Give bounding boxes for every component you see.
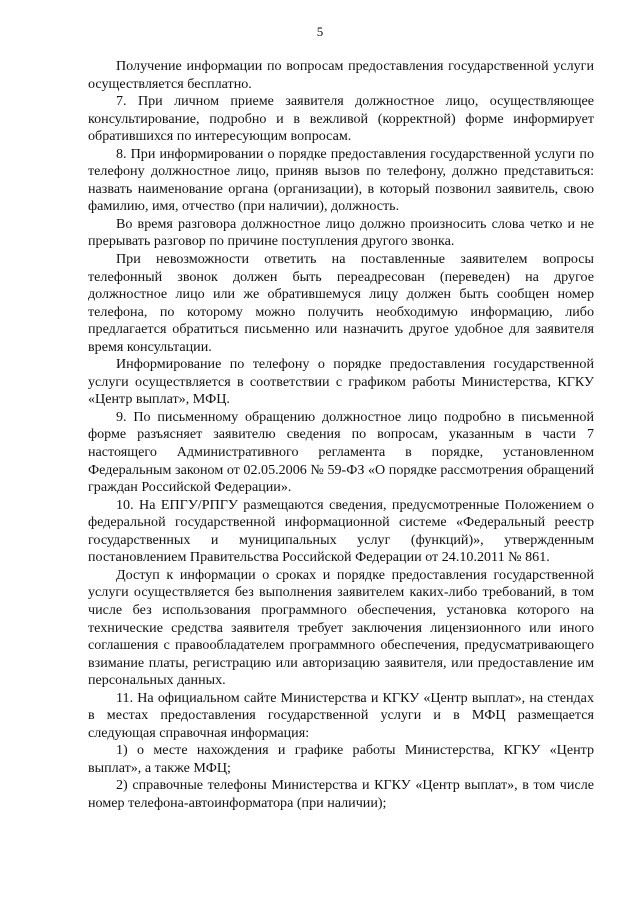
paragraph-conversation-rules: Во время разговора должностное лицо должно произносить слова четко и не прерывать разговор по причине поступления другого звонка. xyxy=(88,215,594,250)
paragraph-phone-schedule: Информирование по телефону о порядке предоставления государственной услуги осуществляется в соответствии с графиком работы Министерства, КГКУ «Центр выплат», МФЦ. xyxy=(88,356,594,408)
paragraph-7-personal-reception: 7. При личном приеме заявителя должностное лицо, осуществляющее консультирование, подробно и в вежливой (корректной) форме информирует обратившихся по интересующим вопросам. xyxy=(88,93,594,145)
paragraph-11-official-site: 11. На официальном сайте Министерства и КГКУ «Центр выплат», на стендах в местах предоставления государственной услуги и в МФЦ размещается следующая справочная информация: xyxy=(88,689,594,741)
paragraph-10-epgu-rpgu: 10. На ЕПГУ/РПГУ размещаются сведения, предусмотренные Положением о федеральной государственной информационной системе «Федеральный реестр государственных и муниципальных услуг (функций)», утвержденным постановлением Правительства Российской Федерации от 24.10.2011 № 861. xyxy=(88,496,594,566)
paragraph-access-to-info: Доступ к информации о сроках и порядке предоставления государственной услуги осуществляется без выполнения заявителем каких-либо требований, в том числе без использования программного обеспечения, установка которого на технические средства заявителя требует заключения лицензионного или иного соглашения с правообладателем программного обеспечения, предусматривающего взимание платы, регистрацию или авторизацию заявителя, или предоставление им персональных данных. xyxy=(88,566,594,689)
paragraph-8-phone-informing: 8. При информировании о порядке предоставления государственной услуги по телефону должностное лицо, приняв вызов по телефону, должно представиться: назвать наименование органа (организации), в который позвонил заявитель, свою фамилию, имя, отчество (при наличии), должность. xyxy=(88,145,594,215)
list-item-phones: 2) справочные телефоны Министерства и КГКУ «Центр выплат», в том числе номер телефона-автоинформатора (при наличии); xyxy=(88,777,594,811)
paragraph-9-written-request: 9. По письменному обращению должностное лицо подробно в письменной форме разъясняет заявителю сведения по вопросам, указанным в части 7 настоящего Административного регламента в порядке, установленном Федеральным законом от 02.05.2006 № 59-ФЗ «О порядке рассмотрения обращений граждан Российской Федерации». xyxy=(88,408,594,496)
paragraph-free-info: Получение информации по вопросам предоставления государственной услуги осуществляется бесплатно. xyxy=(88,58,594,92)
page-number: 5 xyxy=(316,24,324,39)
paragraph-call-redirect: При невозможности ответить на поставленные заявителем вопросы телефонный звонок должен быть переадресован (переведен) на другое должностное лицо или же обратившемуся лицу должен быть сообщен номер телефона, по которому можно получить необходимую информацию, либо предлагается обратиться письменно или назначить другое удобное для заявителя время консультации. xyxy=(88,251,594,355)
document-body xyxy=(88,58,594,813)
list-item-location-schedule: 1) о месте нахождения и графике работы Министерства, КГКУ «Центр выплат», а также МФЦ; xyxy=(88,742,594,776)
